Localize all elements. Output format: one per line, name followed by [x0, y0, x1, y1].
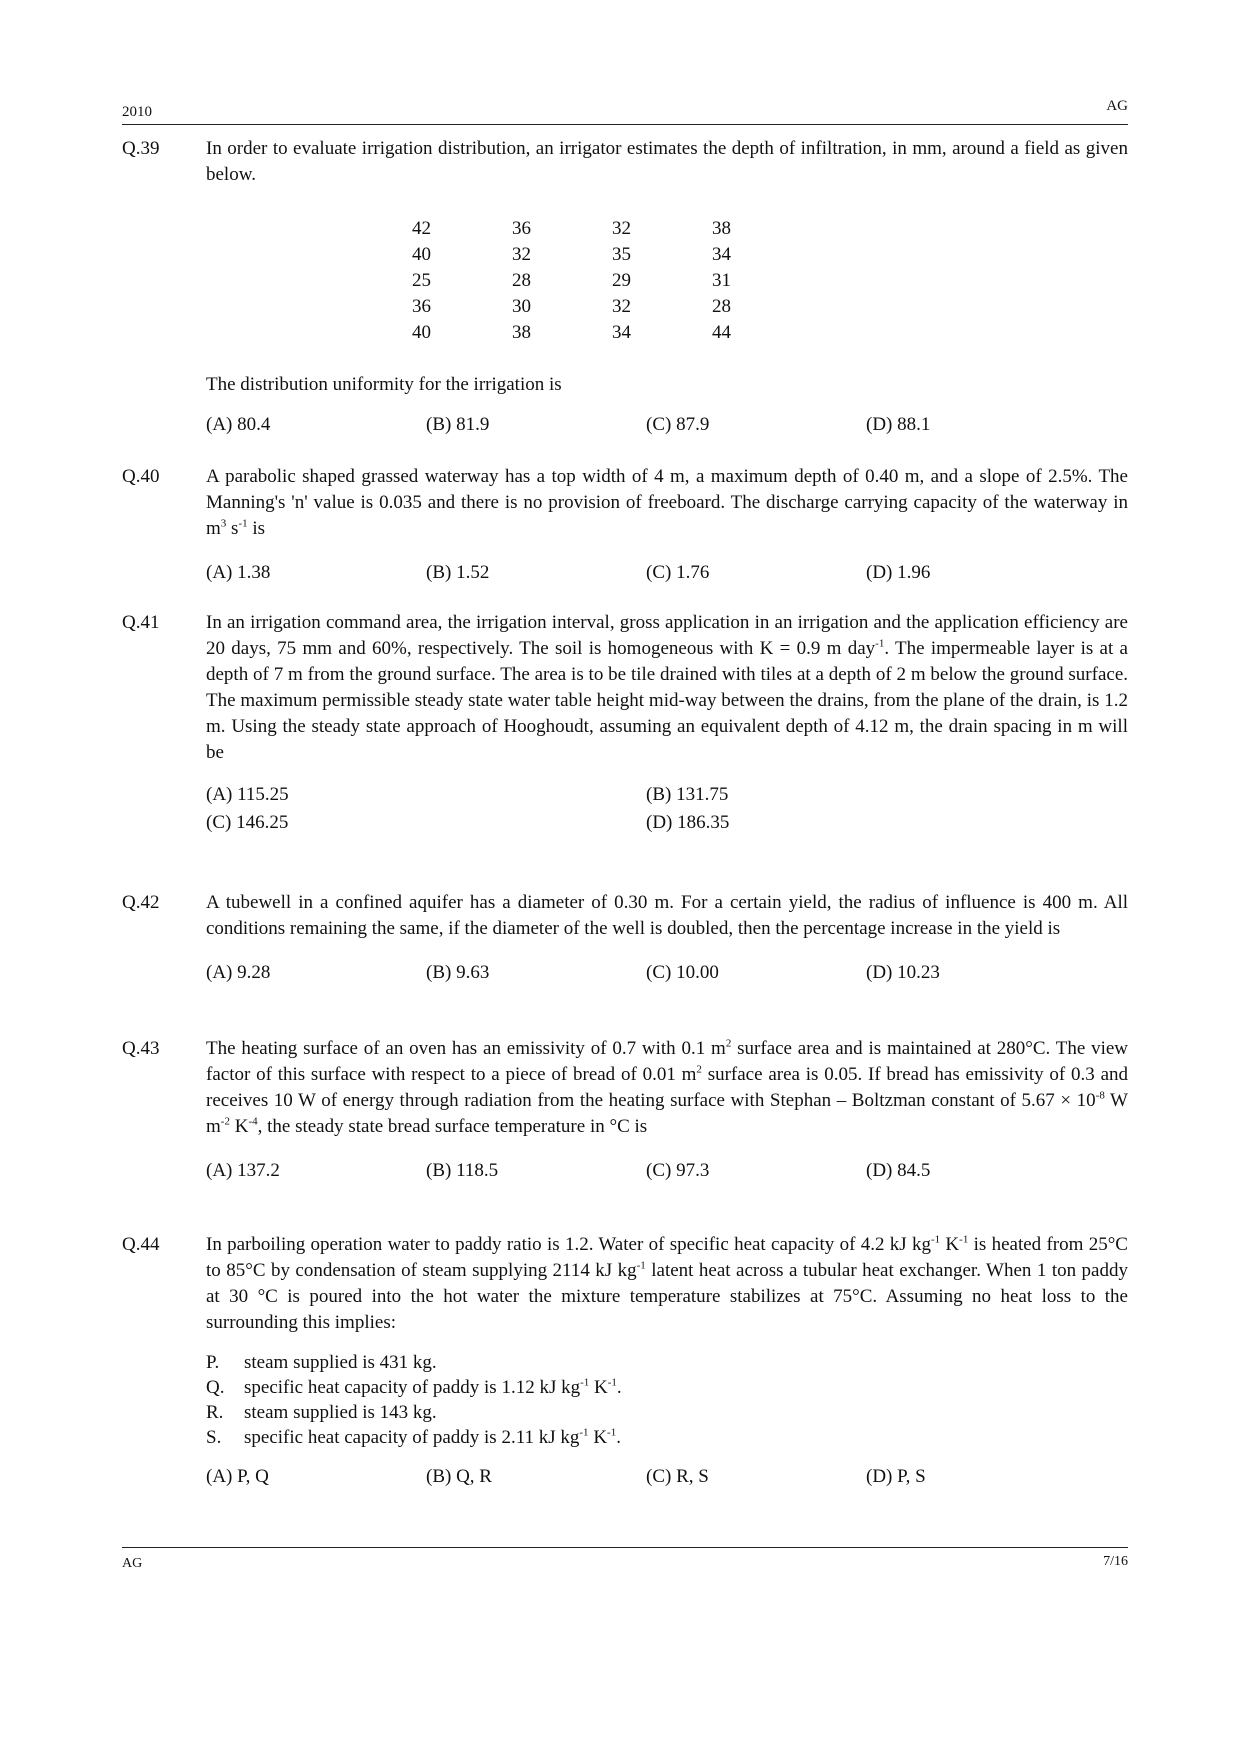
option-b: (B) 9.63: [426, 962, 490, 983]
table-cell: 38: [512, 322, 531, 343]
option-c: (C) 1.76: [646, 562, 710, 583]
table-cell: 36: [412, 296, 431, 317]
option-a: (A) 80.4: [206, 414, 271, 435]
table-row: [412, 268, 812, 294]
question-44: [122, 1232, 1128, 1492]
question-prompt: The distribution uniformity for the irrigation is: [206, 374, 562, 395]
option-d: (D) 1.96: [866, 562, 931, 583]
question-39-prompt: [122, 372, 1128, 398]
option-a: (A) 1.38: [206, 562, 271, 583]
option-a: (A) 137.2: [206, 1160, 280, 1181]
question-text: In an irrigation command area, the irrigation interval, gross application in an irrigation and the application efficiency are 20 days, 75 mm and 60%, respectively. The soil is homogeneous with K = 0.9 m day$^{-1}$. The impermeable layer is at a depth of 7 m from the ground surface. The area is to be tile drained with tiles at a depth of 2 m below the ground surface. The maximum permissible steady state water table height mid-way between the drains, from the plane of the drain, is 1.2 m. Using the steady state approach of Hooghoudt, assuming an equivalent depth of 4.12 m, the drain spacing in m will be: [206, 612, 1128, 763]
question-41: [122, 610, 1128, 836]
option-b: (B) 131.75: [646, 784, 729, 805]
table-cell: 28: [712, 296, 731, 317]
table-cell: 34: [612, 322, 631, 343]
question-number: Q.40: [122, 466, 160, 487]
table-cell: 29: [612, 270, 631, 291]
question-number: Q.39: [122, 138, 160, 159]
option-b: (B) 118.5: [426, 1160, 499, 1181]
statement-r: R. steam supplied is 143 kg.: [206, 1402, 437, 1423]
table-cell: 36: [512, 218, 531, 239]
header-paper-code: AG: [1106, 98, 1128, 114]
statement-q: Q. specific heat capacity of paddy is 1.12 kJ $kg^{-1}$ $K^{-1}$.: [206, 1376, 622, 1398]
question-40: [122, 464, 1128, 588]
question-number: Q.42: [122, 892, 160, 913]
table-cell: 42: [412, 218, 431, 239]
option-b: (B) Q, R: [426, 1466, 492, 1487]
table-cell: 38: [712, 218, 731, 239]
question-42: [122, 890, 1128, 988]
option-a: (A) 115.25: [206, 784, 289, 805]
option-d: (D) 84.5: [866, 1160, 931, 1181]
option-c: (C) 97.3: [646, 1160, 710, 1181]
option-c: (C) 87.9: [646, 414, 710, 435]
statement-p: P. steam supplied is 431 kg.: [206, 1352, 437, 1373]
table-row: [412, 294, 812, 320]
question-text: The heating surface of an oven has an emissivity of 0.7 with 0.1 $m^2$ surface area and is maintained at 280°C. The view factor of this surface with respect to a piece of bread of 0.01 $m^2$ surface area is 0.05. If bread has emissivity of 0.3 and receives 10 W of energy through radiation from the heating surface with Stephan – Boltzman constant of $5.67 \times 10^{-8}$ W $m^{-2}$ $K^{-4}$, the steady state bread surface temperature in °C is: [206, 1037, 1129, 1137]
statement-list: [206, 1350, 1128, 1450]
option-a: (A) P, Q: [206, 1466, 269, 1487]
question-text: A parabolic shaped grassed waterway has a top width of 4 m, a maximum depth of 0.40 m, and a slope of 2.5%. The Manning's 'n' value is 0.035 and there is no provision of freeboard. The discharge carrying capacity of the waterway in $m^3$ $s^{-1}$ is: [206, 466, 1128, 539]
option-d: (D) 88.1: [866, 414, 931, 435]
question-number: Q.43: [122, 1038, 160, 1059]
question-43: [122, 1036, 1128, 1186]
option-d: (D) 10.23: [866, 962, 940, 983]
infiltration-depth-table: [412, 216, 812, 346]
option-a: (A) 9.28: [206, 962, 271, 983]
table-cell: 32: [512, 244, 531, 265]
table-cell: 34: [712, 244, 731, 265]
page-number: 7/16: [1103, 1554, 1128, 1569]
table-cell: 28: [512, 270, 531, 291]
table-cell: 32: [612, 218, 631, 239]
question-text: In order to evaluate irrigation distribution, an irrigator estimates the depth of infiltration, in mm, around a field as given below.: [206, 138, 1128, 185]
table-cell: 32: [612, 296, 631, 317]
table-cell: 35: [612, 244, 631, 265]
table-cell: 31: [712, 270, 731, 291]
option-c: (C) 10.00: [646, 962, 719, 983]
question-number: Q.44: [122, 1234, 160, 1255]
header-year: 2010: [122, 104, 152, 120]
option-c: (C) 146.25: [206, 812, 289, 833]
option-c: (C) R, S: [646, 1466, 709, 1487]
table-cell: 40: [412, 322, 431, 343]
question-39-options: [122, 412, 1128, 440]
table-cell: 40: [412, 244, 431, 265]
table-row: [412, 320, 812, 346]
table-cell: 25: [412, 270, 431, 291]
table-row: [412, 242, 812, 268]
footer-rule: [122, 1547, 1128, 1548]
question-text: In parboiling operation water to paddy ratio is 1.2. Water of specific heat capacity of 4.2 kJ $kg^{-1}$ $K^{-1}$ is heated from 25°C to 85°C by condensation of steam supplying 2114 kJ $kg^{-1}$ latent heat across a tubular heat exchanger. When 1 ton paddy at 30 °C is poured into the hot water the mixture temperature stabilizes at 75°C. Assuming no heat loss to the surrounding this implies:: [206, 1233, 1128, 1333]
header-rule: [122, 124, 1128, 125]
option-b: (B) 1.52: [426, 562, 490, 583]
table-row: [412, 216, 812, 242]
question-text: A tubewell in a confined aquifer has a diameter of 0.30 m. For a certain yield, the radius of influence is 400 m. All conditions remaining the same, if the diameter of the well is doubled, then the percentage increase in the yield is: [206, 892, 1128, 939]
table-cell: 30: [512, 296, 531, 317]
option-d: (D) 186.35: [646, 812, 730, 833]
question-number: Q.41: [122, 612, 160, 633]
option-d: (D) P, S: [866, 1466, 926, 1487]
statement-s: S. specific heat capacity of paddy is 2.11 kJ $kg^{-1}$ $K^{-1}$.: [206, 1426, 621, 1448]
table-cell: 44: [712, 322, 731, 343]
option-b: (B) 81.9: [426, 414, 490, 435]
footer-paper-code: AG: [122, 1556, 143, 1571]
question-39: [122, 136, 1128, 188]
